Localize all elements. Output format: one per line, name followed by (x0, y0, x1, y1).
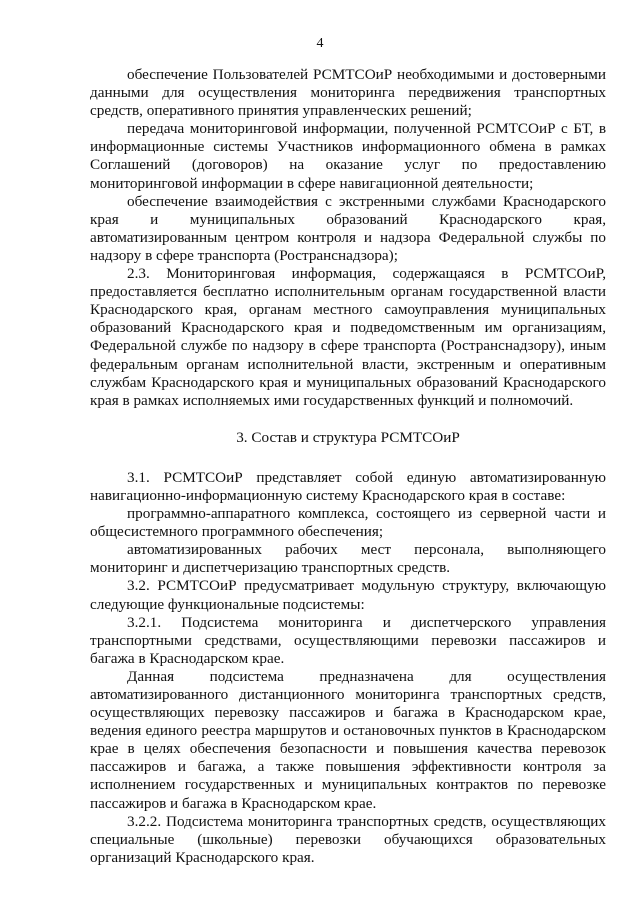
document-body (90, 66, 606, 867)
paragraph: 3.1. РСМТСОиР представляет собой единую автоматизированную навигационно-информационную систему Краснодарского края в составе: (90, 468, 606, 504)
page-number: 4 (316, 36, 324, 51)
paragraph: обеспечение Пользователей РСМТСОиР необходимыми и достоверными данными для осуществления мониторинга передвижения транспортных средств, оперативного принятия управленческих решений; (90, 66, 606, 120)
paragraph: передача мониторинговой информации, полученной РСМТСОиР с БТ, в информационные системы Участников информационного обмена в рамках Соглашений (договоров) на оказание услуг по предоставлению мониторинговой информации в сфере навигационной деятельности; (90, 120, 606, 192)
paragraph: автоматизированных рабочих мест персонала, выполняющего мониторинг и диспетчеризацию транспортных средств. (90, 541, 606, 577)
paragraph: 3.2.1. Подсистема мониторинга и диспетчерского управления транспортными средствами, осуществляющими перевозки пассажиров и багажа в Краснодарском крае. (90, 613, 606, 667)
paragraph: 3.2. РСМТСОиР предусматривает модульную структуру, включающую следующие функциональные подсистемы: (90, 577, 606, 613)
paragraph: 3.2.2. Подсистема мониторинга транспортных средств, осуществляющих специальные (школьные) перевозки обучающихся образовательных организаций Краснодарского края. (90, 812, 606, 866)
paragraph: обеспечение взаимодействия с экстренными службами Краснодарского края и муниципальных образований Краснодарского края, автоматизированным центром контроля и надзора Федеральной службы по надзору в сфере транспорта (Ространснадзора); (90, 192, 606, 264)
section-title: 3. Состав и структура РСМТСОиР (236, 428, 460, 446)
paragraph: программно-аппаратного комплекса, состоящего из серверной части и общесистемного программного обеспечения; (90, 505, 606, 541)
paragraph: Данная подсистема предназначена для осуществления автоматизированного дистанционного мониторинга транспортных средств, осуществляющих перевозку пассажиров и багажа в Краснодарском крае, ведения единого реестра маршрутов и остановочных пунктов в Краснодарском крае в целях обеспечения безопасности и повышения качества перевозок пассажиров и багажа, а также повышения эффективности контроля за исполнением государственных и муниципальных контрактов по перевозке пассажиров и багажа в Краснодарском крае. (90, 667, 606, 812)
paragraph: 2.3. Мониторинговая информация, содержащаяся в РСМТСОиР, предоставляется бесплатно исполнительным органам государственной власти Краснодарского края, органам местного самоуправления муниципальных образований Краснодарского края и подведомственным им организациям, Федеральной службе по надзору в сфере транспорта (Ространснадзору), иным федеральным органам исполнительной власти, экстренным и оперативным службам Краснодарского края и муниципальных образований Краснодарского края в рамках исполняемых ими государственных функций и полномочий. (90, 265, 606, 409)
